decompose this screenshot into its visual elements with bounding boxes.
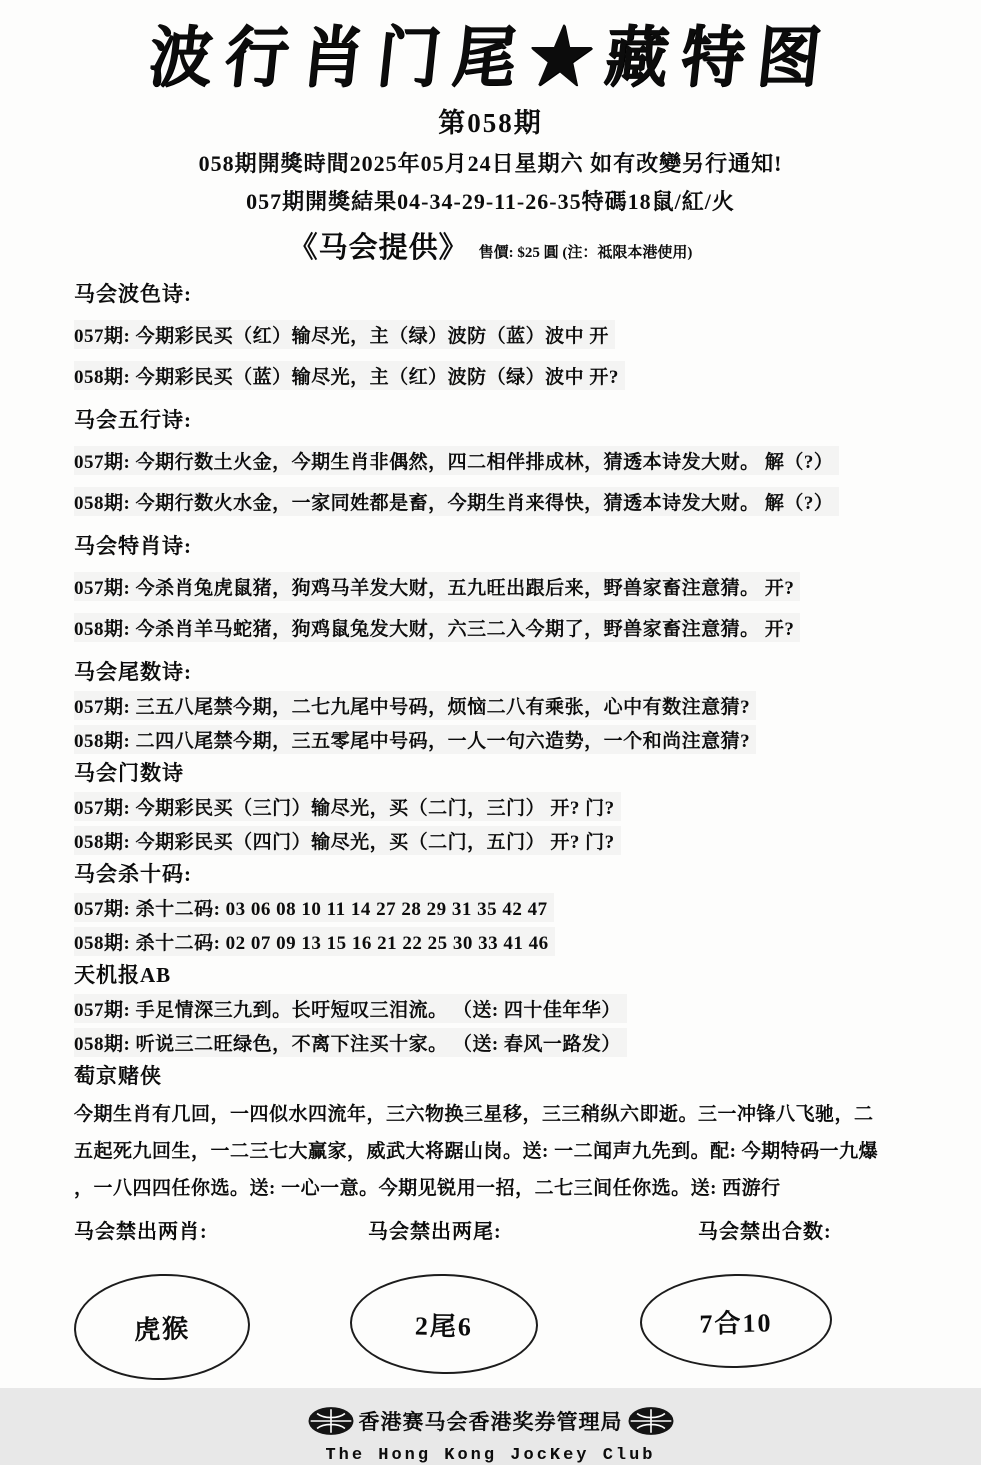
ban-zones: [0, 1215, 981, 1380]
poem-line: 今期生肖有几回，一四似水四流年，三六物换三星移，三三稍纵六即逝。三一冲锋八飞驰，二: [74, 1104, 874, 1126]
provider-row: [0, 225, 981, 266]
section-title: 天机报AB: [74, 963, 172, 988]
org-name-english: The Hong Kong JocKey Club: [325, 1446, 656, 1465]
ban-value: 2尾6: [414, 1311, 474, 1342]
section-taojing-gambler: [74, 1060, 945, 1201]
section-title: 萄京赌侠: [74, 1064, 162, 1089]
section-gate-number-poem: [74, 757, 945, 855]
ban-label: 马会禁出两肖:: [74, 1221, 208, 1244]
section-tail-number-poem: [74, 656, 945, 754]
section-tianji-report-ab: [74, 959, 945, 1057]
ban-label: 马会禁出合数:: [698, 1221, 832, 1244]
ban-label: 马会禁出两尾:: [368, 1221, 502, 1244]
section-title: 马会尾数诗:: [74, 660, 192, 685]
ban-oval: [72, 1271, 252, 1383]
poem-line: 057期: 手足情深三九到。长吁短叹三泪流。 （送: 四十佳年华）: [74, 994, 627, 1023]
ban-zone-sum-number: [640, 1215, 850, 1380]
poem-line: 058期: 二四八尾禁今期，三五零尾中号码，一人一句六造势，一个和尚注意猜?: [74, 725, 756, 754]
ban-zone-two-zodiacs: [74, 1215, 264, 1380]
header: [0, 0, 981, 266]
section-wave-color-poem: [74, 278, 945, 390]
footer: [0, 1406, 981, 1465]
poem-line: 058期: 今期彩民买（蓝）输尽光，主（红）波防（绿）波中 开?: [74, 361, 625, 390]
ban-value: 虎猴: [133, 1313, 191, 1345]
poem-line: 057期: 今期彩民买（三门）输尽光，买（二门，三门） 开? 门?: [74, 792, 621, 821]
poem-line: 057期: 杀十二码: 03 06 08 10 11 14 27 28 29 31 35 42 47: [74, 893, 554, 922]
poem-line: 057期: 三五八尾禁今期，二七九尾中号码，烦恼二八有乘张，心中有数注意猜?: [74, 691, 756, 720]
section-title: 马会波色诗:: [74, 282, 192, 307]
section-title: 马会五行诗:: [74, 408, 192, 433]
poem-line: 057期: 今期行数土火金，今期生肖非偶然，四二相伴排成林，猜透本诗发大财。 解（?）: [74, 446, 839, 475]
page-title: 波行肖门尾★藏特图: [144, 21, 837, 95]
poem-line: 058期: 今期行数火水金，一家同姓都是畜，今期生肖来得快，猜透本诗发大财。 解（?）: [74, 487, 839, 516]
ban-oval: [349, 1272, 539, 1375]
poem-line: 057期: 今杀肖兔虎鼠猪，狗鸡马羊发大财，五九旺出跟后来，野兽家畜注意猜。 开?: [74, 572, 800, 601]
issue-number: 第058期: [438, 108, 543, 139]
poem-line: 057期: 今期彩民买（红）输尽光，主（绿）波防（蓝）波中 开: [74, 320, 615, 349]
ban-zone-two-tails: [350, 1215, 550, 1380]
section-five-elements-poem: [74, 404, 945, 516]
section-title: 马会杀十码:: [74, 862, 192, 887]
ban-oval: [639, 1272, 833, 1369]
poem-line: 五起死九回生，一二三七大赢家，威武大将踞山岗。送: 一二闻声九先到。配: 今期特码一九爆: [74, 1141, 879, 1163]
poem-line: 058期: 今杀肖羊马蛇猪，狗鸡鼠兔发大财，六三二入今期了，野兽家畜注意猜。 开?: [74, 613, 800, 642]
draw-time-line: 058期開獎時間2025年05月24日星期六 如有改變另行通知!: [198, 151, 783, 177]
section-title: 马会特肖诗:: [74, 534, 192, 559]
hkjc-emblem-icon: [627, 1406, 675, 1436]
ban-value: 7合10: [699, 1307, 773, 1339]
provider-note: 售價: $25 圓 (注：祗限本港使用): [478, 245, 693, 262]
poem-line: 058期: 听说三二旺绿色，不离下注买十家。 （送: 春风一路发）: [74, 1028, 627, 1057]
org-row: [0, 1406, 981, 1436]
poem-line: 058期: 今期彩民买（四门）输尽光，买（二门，五门） 开? 门?: [74, 826, 621, 855]
last-result-line: 057期開獎結果04-34-29-11-26-35特碼18鼠/紅/火: [246, 189, 735, 215]
poem-line: ，一八四四任你选。送: 一心一意。今期见锐用一招，二七三间任你选。送: 西游行: [74, 1178, 781, 1200]
poem-line: 058期: 杀十二码: 02 07 09 13 15 16 21 22 25 30 33 41 46: [74, 927, 555, 956]
section-title: 马会门数诗: [74, 761, 184, 786]
section-kill-ten-codes: [74, 858, 945, 956]
provider-name: 《马会提供》: [288, 232, 469, 265]
poem-sections: [0, 266, 981, 1201]
hkjc-emblem-icon: [307, 1406, 355, 1436]
section-special-zodiac-poem: [74, 530, 945, 642]
org-name-chinese: 香港赛马会香港奖券管理局: [358, 1410, 623, 1435]
